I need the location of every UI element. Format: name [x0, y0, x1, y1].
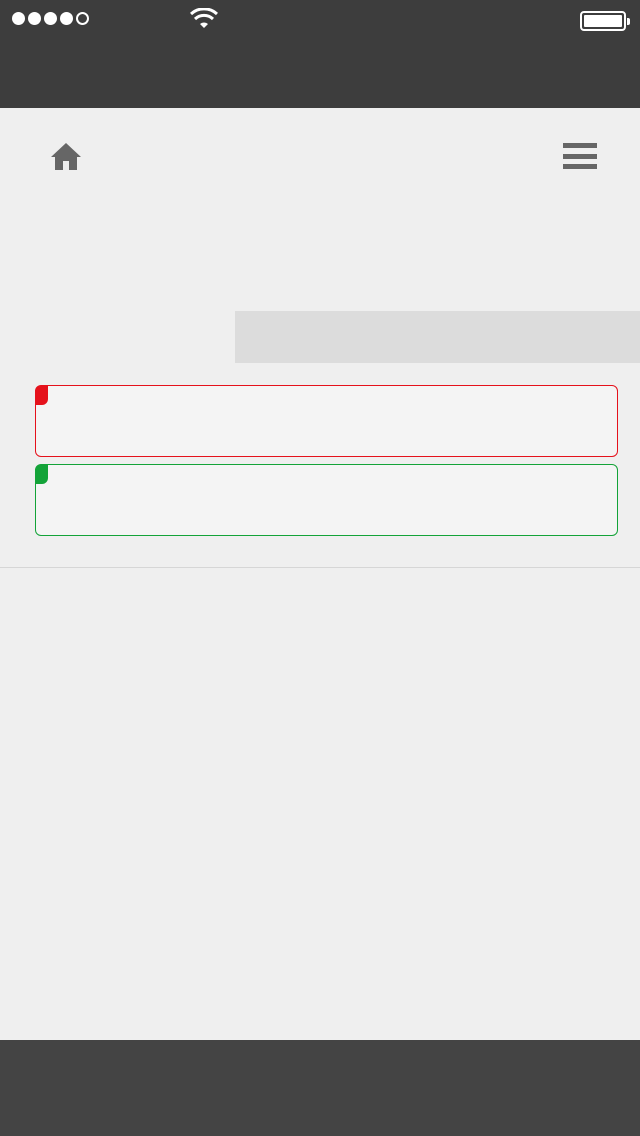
first-comment	[35, 385, 618, 457]
first-comment-badge	[36, 386, 48, 405]
top-bar	[0, 0, 640, 108]
event-figures	[235, 311, 640, 363]
day-selector	[0, 224, 640, 264]
last-comment	[35, 464, 618, 536]
home-icon[interactable]	[50, 141, 82, 171]
status-bar	[0, 0, 640, 40]
event-list	[0, 305, 640, 568]
signal-strength-icon	[12, 12, 89, 25]
app-logo	[236, 44, 416, 104]
tab-bar	[0, 1040, 640, 1136]
wifi-icon	[190, 8, 218, 30]
last-comment-badge	[36, 465, 48, 484]
battery-icon	[580, 11, 626, 31]
event-detail	[0, 305, 640, 567]
hamburger-menu-icon[interactable]	[563, 143, 597, 169]
